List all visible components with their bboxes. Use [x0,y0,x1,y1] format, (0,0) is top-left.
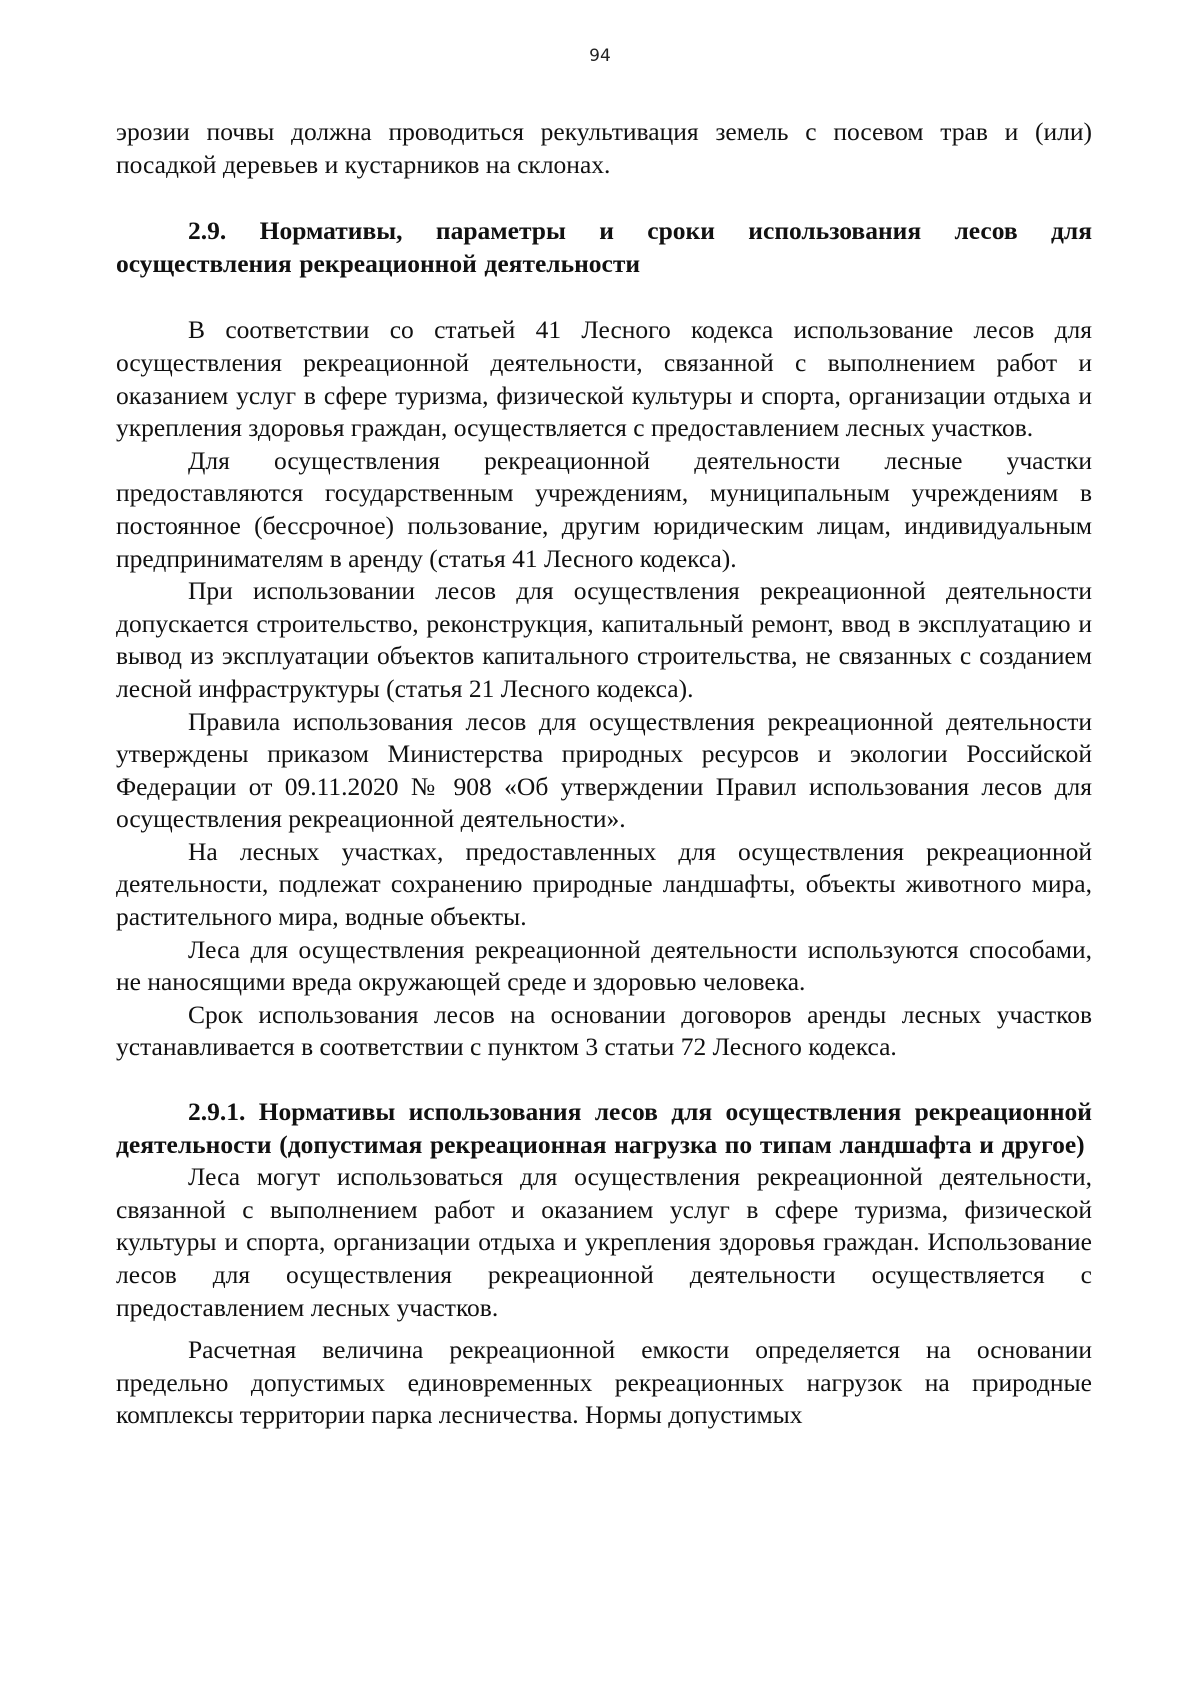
paragraph: Расчетная величина рекреационной емкости определяется на основании предельно допустимых единовременных рекреационных нагрузок на природные комплексы территории парка лесничества. Нормы допустимых [116,1335,1092,1430]
paragraph: Срок использования лесов на основании договоров аренды лесных участков устанавливается в соответствии с пунктом 3 статьи 72 Лесного кодекса. [116,999,1092,1062]
paragraph: Леса для осуществления рекреационной деятельности используются способами, не наносящими вреда окружающей среде и здоровью человека. [116,934,1092,997]
paragraph-continuation: эрозии почвы должна проводиться рекультивация земель с посевом трав и (или) посадкой деревьев и кустарников на склонах. [116,117,1092,179]
section-heading-2-9-1: 2.9.1. Нормативы использования лесов для осуществления рекреационной деятельности (допустимая рекреационная нагрузка по типам ландшафта и другое) [116,1097,1092,1159]
paragraph: Правила использования лесов для осуществления рекреационной деятельности утверждены приказом Министерства природных ресурсов и экологии Российской Федерации от 09.11.2020 № 908 «Об утверждении Правил использования лесов для осуществления рекреационной деятельности». [116,706,1092,834]
paragraph: Леса могут использоваться для осуществления рекреационной деятельности, связанной с выполнением работ и оказанием услуг в сфере туризма, физической культуры и спорта, организации отдыха и укрепления здоровья граждан. Использование лесов для осуществления рекреационной деятельности осуществляется с предоставлением лесных участков. [116,1162,1092,1322]
paragraph: В соответствии со статьей 41 Лесного кодекса использование лесов для осуществления рекреационной деятельности, связанной с выполнением работ и оказанием услуг в сфере туризма, физической культуры и спорта, организации отдыха и укрепления здоровья граждан, осуществляется с предоставлением лесных участков. [116,315,1092,443]
document-body [116,116,1092,1432]
paragraph: На лесных участках, предоставленных для осуществления рекреационной деятельности, подлежат сохранению природные ландшафты, объекты животного мира, растительного мира, водные объекты. [116,836,1092,932]
page-number: 94 [589,46,611,66]
section-heading-2-9: 2.9. Нормативы, параметры и сроки использования лесов для осуществления рекреационной деятельности [116,216,1092,278]
paragraph: При использовании лесов для осуществления рекреационной деятельности допускается строительство, реконструкция, капитальный ремонт, ввод в эксплуатацию и вывод из эксплуатации объектов капитального строительства, не связанных с созданием лесной инфраструктуры (статья 21 Лесного кодекса). [116,576,1092,703]
paragraph: Для осуществления рекреационной деятельности лесные участки предоставляются государственным учреждениям, муниципальным учреждениям в постоянное (бессрочное) пользование, другим юридическим лицам, индивидуальным предпринимателям в аренду (статья 41 Лесного кодекса). [116,445,1092,573]
